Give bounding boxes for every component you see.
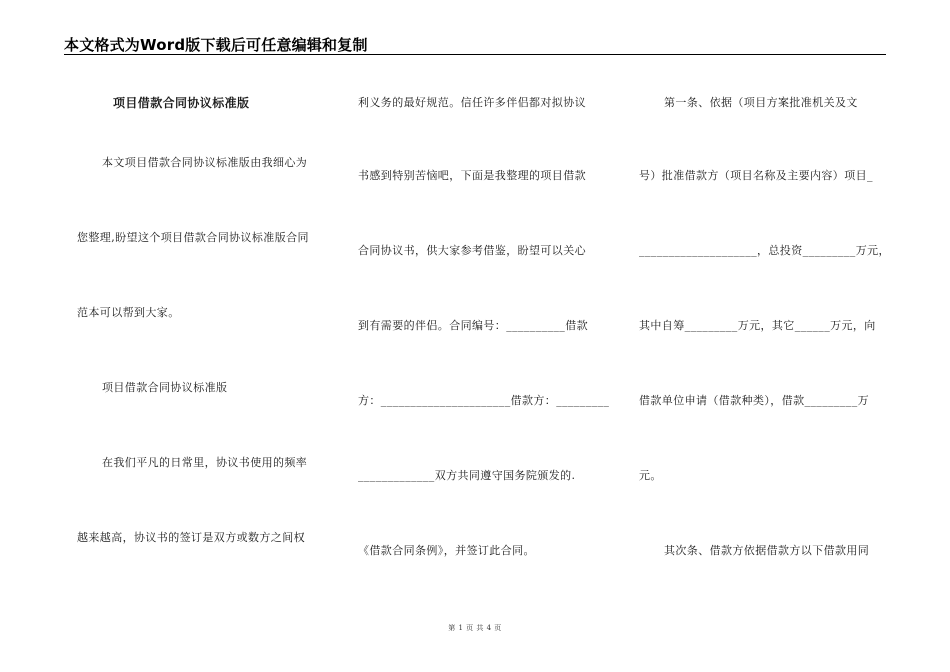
text-line: 合同协议书，供大家参考借鉴，盼望可以关心	[358, 244, 586, 257]
text-line: 借款单位申请（借款种类），借款_________万	[639, 394, 869, 407]
text-line: 在我们平凡的日常里，协议书使用的频率	[102, 456, 308, 469]
header-banner: 本文格式为Word版下载后可任意编辑和复制	[64, 36, 368, 54]
document-title: 项目借款合同协议标准版	[113, 96, 250, 110]
clause-heading: 第一条、依据（项目方案批准机关及文	[664, 96, 858, 109]
clause-heading: 其次条、借款方依据借款方以下借款用同	[664, 544, 870, 557]
text-line: 到有需要的伴侣。合同编号：__________借款	[358, 319, 588, 332]
header-divider	[64, 54, 886, 55]
text-line: 方：______________________借款方：_________	[358, 394, 610, 407]
text-line: 越来越高，协议书的签订是双方或数方之间权	[77, 531, 305, 544]
text-line: 本文项目借款合同协议标准版由我细心为	[102, 156, 308, 169]
text-line: 其中自筹_________万元，其它______万元，向	[639, 319, 876, 332]
text-line: 书感到特别苦恼吧，下面是我整理的项目借款	[358, 169, 586, 182]
text-line: _____________双方共同遵守国务院颁发的.	[358, 469, 576, 482]
text-line: 利义务的最好规范。信任许多伴侣都对拟协议	[358, 96, 586, 109]
text-line: 元。	[639, 469, 662, 482]
text-line: 号）批准借款方（项目名称及主要内容）项目_	[639, 169, 873, 182]
page-number: 第 1 页 共 4 页	[448, 624, 502, 632]
text-line: 您整理,盼望这个项目借款合同协议标准版合同	[77, 231, 309, 244]
text-line: 《借款合同条例》，并签订此合同。	[358, 544, 535, 557]
section-heading: 项目借款合同协议标准版	[102, 381, 228, 394]
text-line: 范本可以帮到大家。	[77, 306, 180, 319]
text-line: ____________________，总投资_________万元，	[639, 244, 890, 257]
